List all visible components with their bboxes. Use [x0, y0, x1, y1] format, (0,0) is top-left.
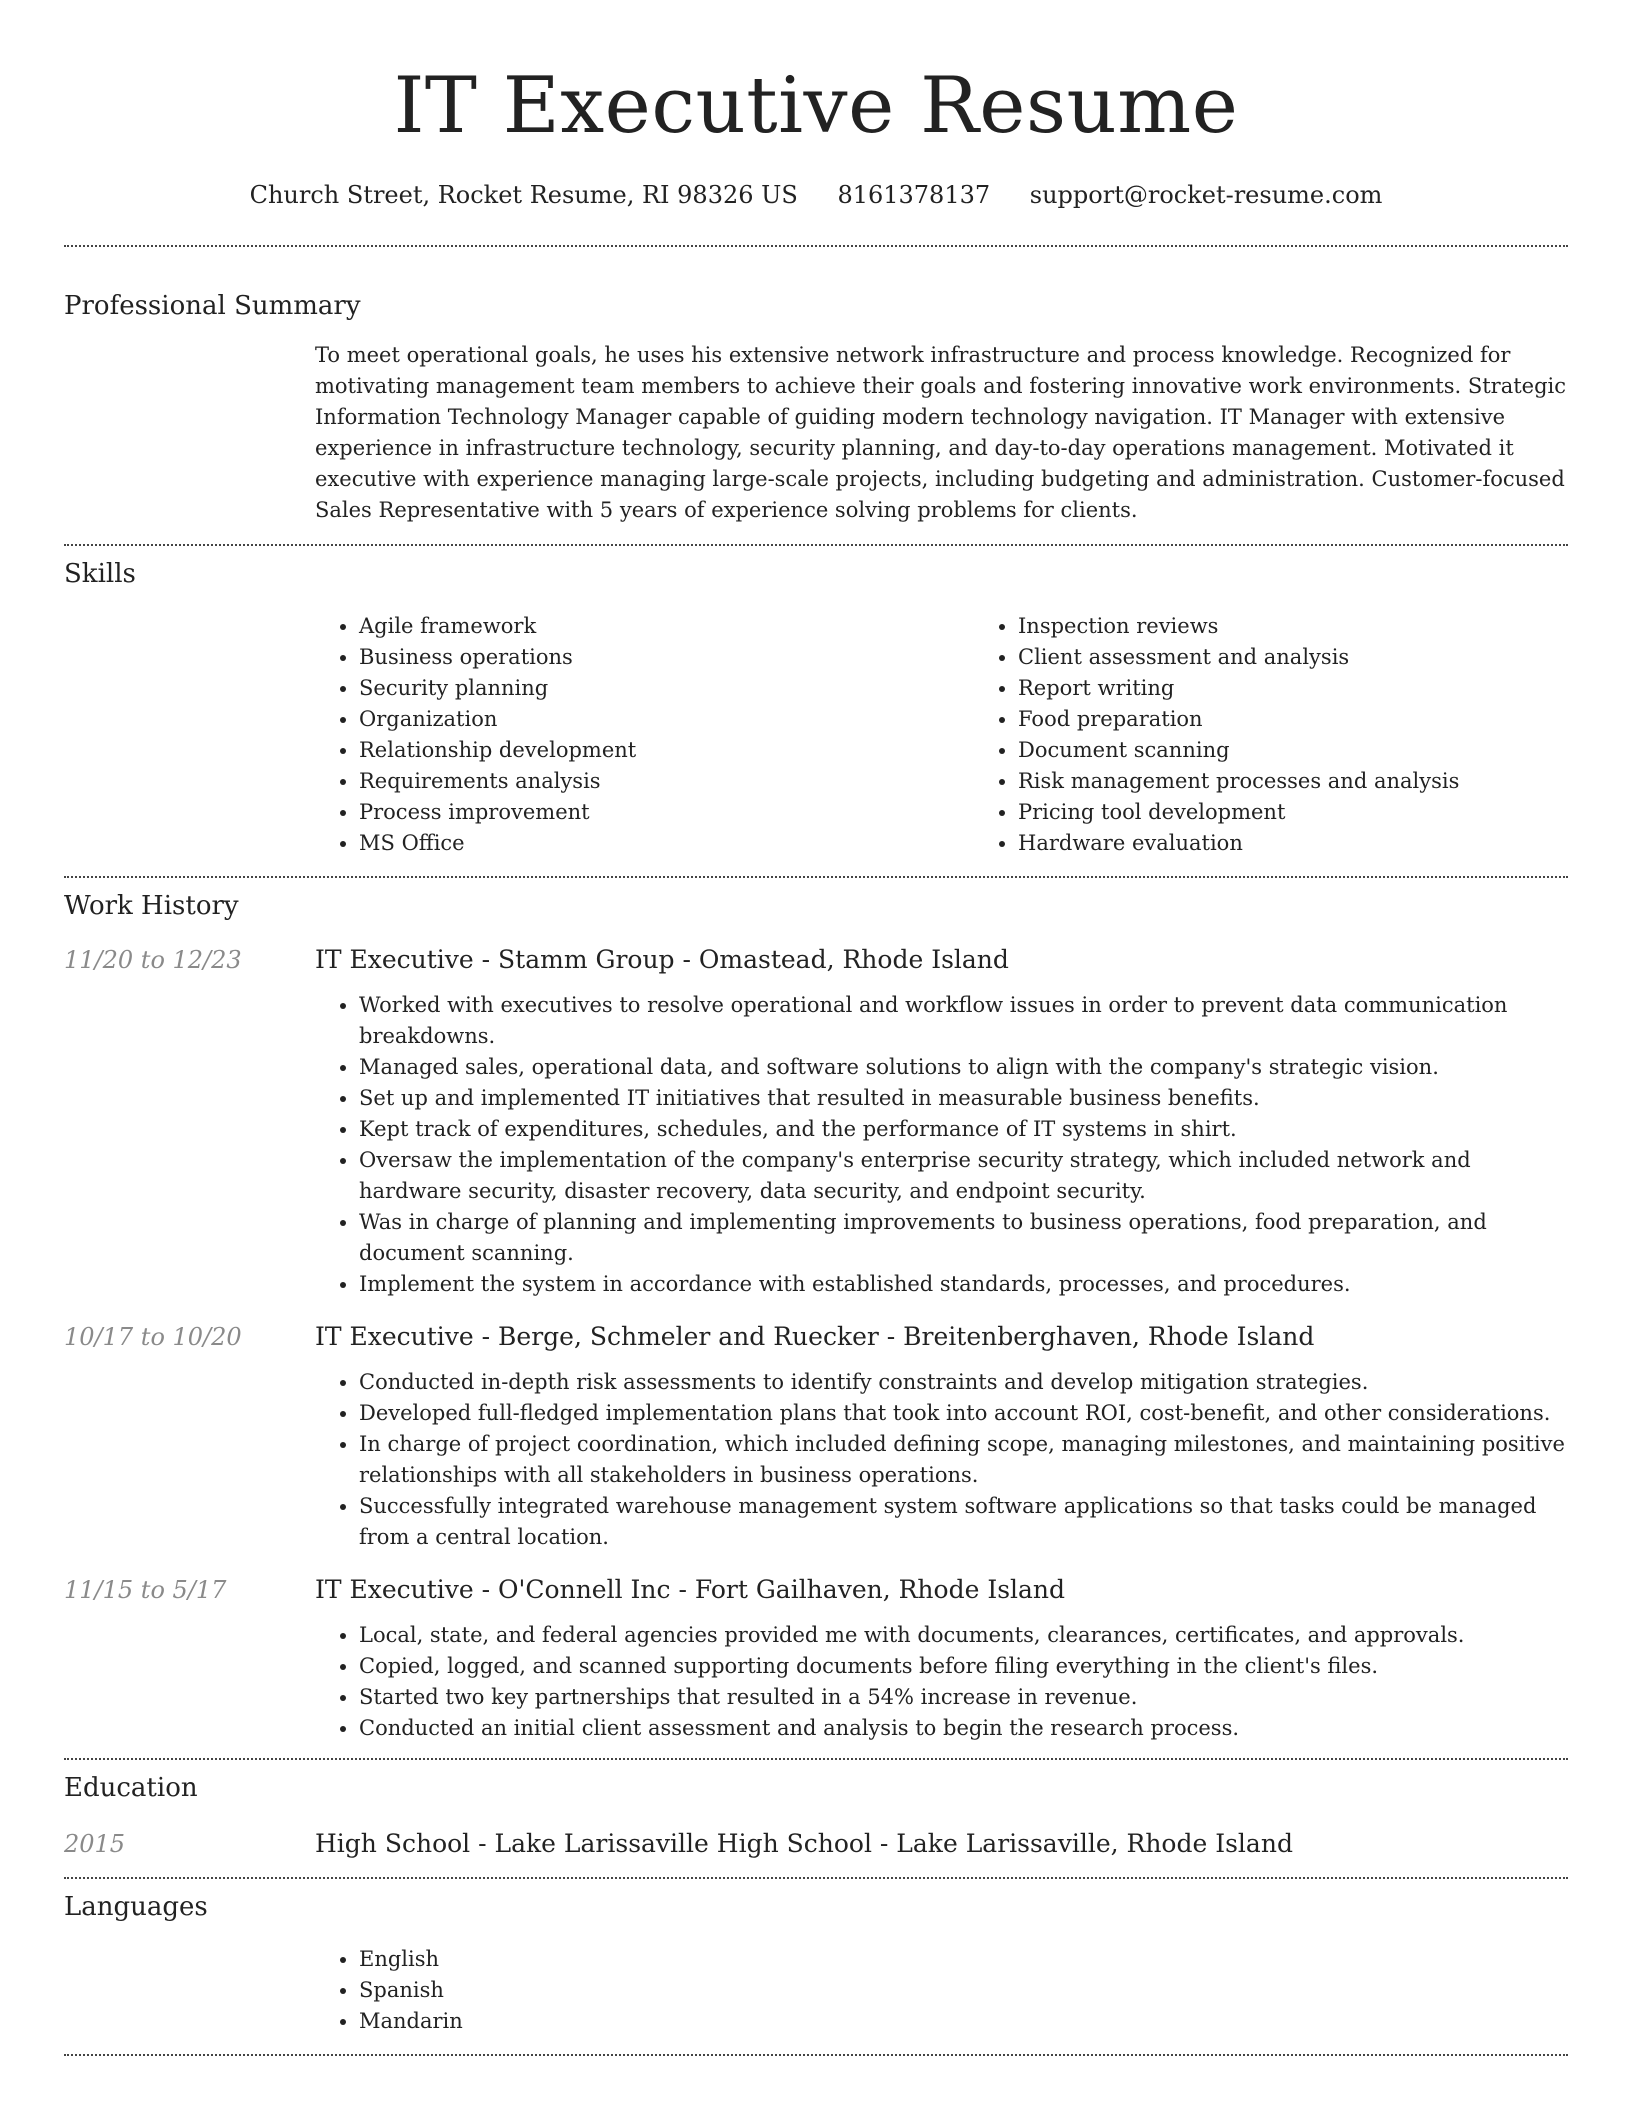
resume-title: IT Executive Resume — [393, 61, 1239, 151]
work-entry-duties — [315, 990, 1568, 1300]
work-section — [64, 889, 1568, 1744]
skill-item: • Hardware evaluation — [1018, 828, 1632, 859]
work-duty-item: • Set up and implemented IT initiatives that resulted in measurable business benefits. — [359, 1083, 1568, 1114]
skills-section — [64, 557, 1568, 859]
work-duty-item: • Implement the system in accordance with established standards, processes, and procedures. — [359, 1269, 1568, 1300]
summary-section — [64, 289, 1568, 526]
skill-item: • Food preparation — [1018, 704, 1632, 735]
contact-phone: 8161378137 — [837, 181, 991, 209]
education-section — [64, 1771, 1568, 1861]
divider — [64, 1877, 1568, 1879]
work-duty-item: • Local, state, and federal agencies provided me with documents, clearances, certificates, and approvals. — [359, 1620, 1568, 1651]
work-duty-item: • Oversaw the implementation of the company's enterprise security strategy, which included network and hardware security, disaster recovery, data security, and endpoint security. — [359, 1145, 1568, 1207]
work-entry-date: 10/17 to 10/20 — [64, 1323, 242, 1351]
education-date: 2015 — [64, 1830, 126, 1858]
summary-text: To meet operational goals, he uses his extensive network infrastructure and process knowledge. Recognized for motivating management team members to achieve their goals and fostering innovative work environments. Strategic Information Technology Manager capable of guiding modern technology navigation. IT Manager with extensive experience in infrastructure technology, security planning, and day-to-day operations management. Motivated it executive with experience managing large-scale projects, including budgeting and administration. Customer-focused Sales Representative with 5 years of experience solving problems for clients. — [315, 343, 1567, 522]
contact-email: support@rocket-resume.com — [1029, 181, 1383, 209]
work-entry-duties — [315, 1620, 1568, 1744]
skills-columns — [315, 611, 1568, 859]
education-title: High School - Lake Larissaville High School - Lake Larissaville, Rhode Island — [315, 1829, 1293, 1858]
work-duty-item: • Developed full-fledged implementation plans that took into account ROI, cost-benefit, and other considerations. — [359, 1398, 1568, 1429]
work-duty-list — [315, 1367, 1568, 1553]
divider — [64, 876, 1568, 878]
skill-item: • Organization — [359, 704, 974, 735]
language-item: • English — [359, 1944, 1568, 1975]
work-duty-list — [315, 1620, 1568, 1744]
languages-list — [315, 1944, 1568, 2037]
languages-section — [64, 1890, 1568, 2037]
skill-item: • Relationship development — [359, 735, 974, 766]
skill-item: • MS Office — [359, 828, 974, 859]
skill-item: • Report writing — [1018, 673, 1632, 704]
education-heading: Education — [64, 1773, 198, 1803]
skill-item: • Security planning — [359, 673, 974, 704]
contact-line — [64, 178, 1568, 212]
skills-heading: Skills — [64, 559, 136, 589]
divider — [64, 2054, 1568, 2056]
work-entry — [64, 943, 1568, 1300]
summary-content — [315, 340, 1568, 526]
skill-item: • Risk management processes and analysis — [1018, 766, 1632, 797]
skill-item: • Process improvement — [359, 797, 974, 828]
summary-heading: Professional Summary — [64, 291, 361, 321]
skills-list-left — [315, 611, 974, 859]
work-duty-item: • Started two key partnerships that resulted in a 54% increase in revenue. — [359, 1682, 1568, 1713]
work-duty-item: • Worked with executives to resolve operational and workflow issues in order to prevent data communication breakdowns. — [359, 990, 1568, 1052]
skill-item: • Requirements analysis — [359, 766, 974, 797]
skill-item: • Client assessment and analysis — [1018, 642, 1632, 673]
work-duty-item: • Copied, logged, and scanned supporting documents before filing everything in the client's files. — [359, 1651, 1568, 1682]
work-duty-item: • Successfully integrated warehouse management system software applications so that tasks could be managed from a central location. — [359, 1491, 1568, 1553]
work-entry-title: IT Executive - Stamm Group - Omastead, Rhode Island — [315, 945, 1009, 974]
skill-item: • Document scanning — [1018, 735, 1632, 766]
resume-page — [64, 0, 1568, 2056]
work-entry — [64, 1320, 1568, 1553]
work-duty-list — [315, 990, 1568, 1300]
languages-heading: Languages — [64, 1892, 208, 1922]
work-entry-duties — [315, 1367, 1568, 1553]
divider — [64, 1758, 1568, 1760]
work-entry-title: IT Executive - Berge, Schmeler and Ruecker - Breitenberghaven, Rhode Island — [315, 1322, 1315, 1351]
divider — [64, 544, 1568, 546]
skill-item: • Inspection reviews — [1018, 611, 1632, 642]
work-entries — [64, 943, 1568, 1744]
work-entry-date: 11/15 to 5/17 — [64, 1576, 227, 1604]
work-duty-item: • Conducted in-depth risk assessments to identify constraints and develop mitigation strategies. — [359, 1367, 1568, 1398]
skill-item: • Business operations — [359, 642, 974, 673]
divider — [64, 245, 1568, 247]
skill-item: • Agile framework — [359, 611, 974, 642]
education-entry — [64, 1827, 1568, 1861]
work-entry-title: IT Executive - O'Connell Inc - Fort Gailhaven, Rhode Island — [315, 1575, 1066, 1604]
languages-content — [315, 1944, 1568, 2037]
contact-address: Church Street, Rocket Resume, RI 98326 US — [249, 181, 798, 209]
work-duty-item: • Kept track of expenditures, schedules, and the performance of IT systems in shirt. — [359, 1114, 1568, 1145]
work-entry-date: 11/20 to 12/23 — [64, 946, 242, 974]
work-duty-item: • In charge of project coordination, which included defining scope, managing milestones, and maintaining positive relationships with all stakeholders in business operations. — [359, 1429, 1568, 1491]
work-heading: Work History — [64, 891, 239, 921]
work-duty-item: • Managed sales, operational data, and software solutions to align with the company's strategic vision. — [359, 1052, 1568, 1083]
language-item: • Spanish — [359, 1975, 1568, 2006]
work-duty-item: • Conducted an initial client assessment and analysis to begin the research process. — [359, 1713, 1568, 1744]
work-duty-item: • Was in charge of planning and implementing improvements to business operations, food preparation, and document scanning. — [359, 1207, 1568, 1269]
skills-list-right — [974, 611, 1632, 859]
language-item: • Mandarin — [359, 2006, 1568, 2037]
work-entry — [64, 1573, 1568, 1744]
skill-item: • Pricing tool development — [1018, 797, 1632, 828]
